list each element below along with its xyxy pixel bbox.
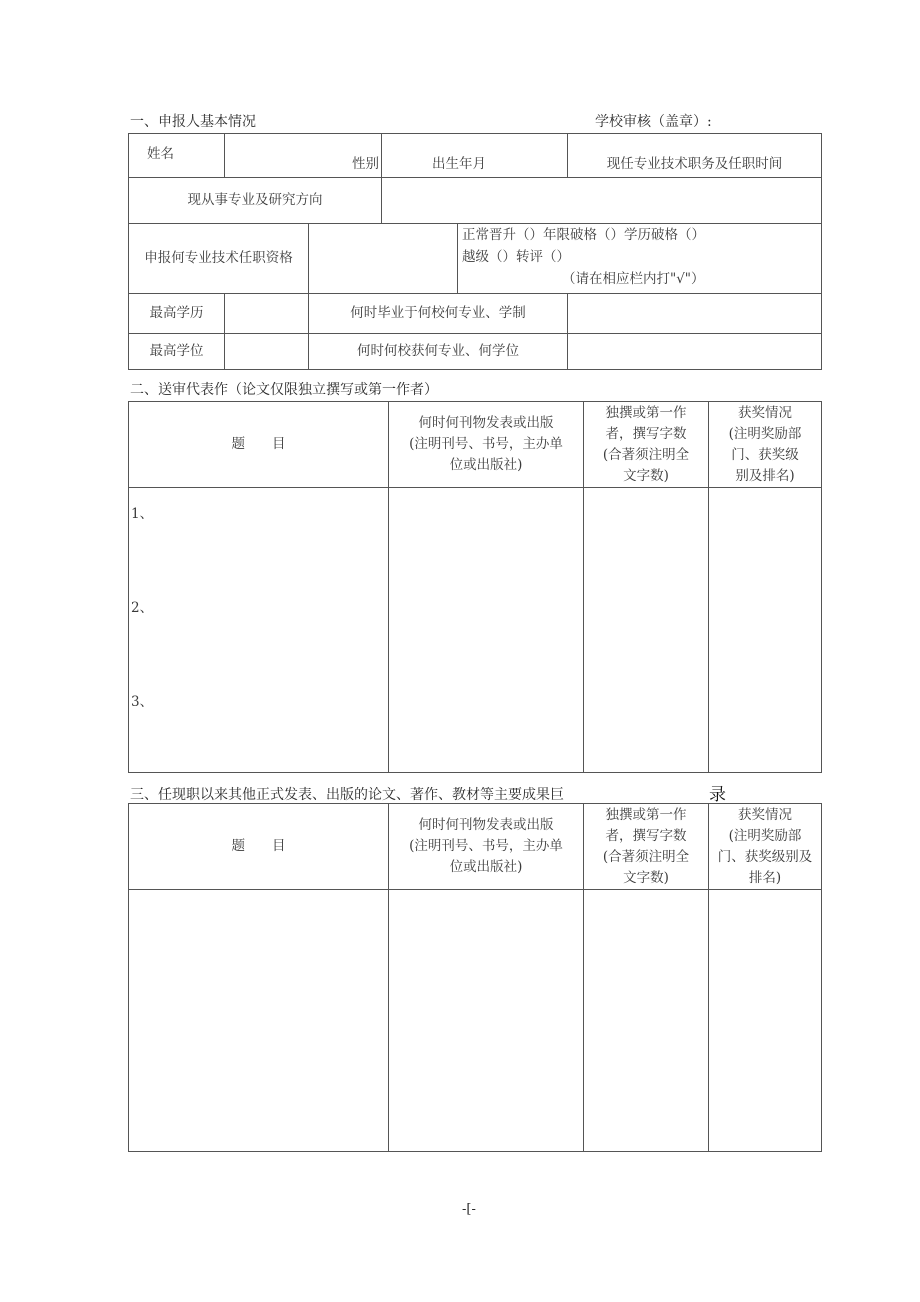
- col-award-line: (注明奖励部: [728, 827, 802, 844]
- degree-when-label: 何时何校获何专业、何学位: [309, 334, 568, 370]
- name-label: 姓名: [129, 134, 225, 178]
- col-author-line: 独撰或第一作: [605, 806, 687, 823]
- col-author-line: (合著须注明全: [602, 848, 690, 865]
- education-label: 最高学历: [129, 294, 225, 334]
- apply-qualification-label: 申报何专业技术任职资格: [129, 224, 309, 294]
- col-award-line: 门、获奖级别及: [717, 848, 813, 865]
- col-author-line: 独撰或第一作: [605, 404, 687, 421]
- other-achievements-table: [128, 803, 822, 1152]
- work-item-3-number: 3、: [131, 694, 154, 710]
- col-award-line: 别及排名): [735, 467, 795, 484]
- basic-info-table: [128, 133, 822, 370]
- research-direction-value[interactable]: [382, 178, 822, 224]
- col-author-line: 者，撰写字数: [605, 827, 687, 844]
- options-line-2: 越级（）转评（）: [462, 249, 570, 265]
- col-publication-header: [389, 402, 584, 488]
- options-line-1: 正常晋升（）年限破格（）学历破格（）: [462, 227, 705, 243]
- education-value[interactable]: [225, 294, 309, 334]
- options-note: （请在相应栏内打"√"）: [562, 271, 705, 287]
- work-item-1-number: 1、: [131, 506, 154, 522]
- col-publication-line: 位或出版社): [449, 457, 523, 473]
- achievements-author-cell[interactable]: [584, 890, 709, 1152]
- col-title-header: 题 目: [129, 804, 389, 890]
- achievements-publication-cell[interactable]: [389, 890, 584, 1152]
- col-publication-line: 何时何刊物发表或出版: [418, 415, 554, 431]
- col-award-line: 排名): [748, 869, 782, 886]
- col-award-line: 获奖情况: [738, 404, 792, 421]
- col-author-header: [584, 402, 709, 488]
- col-author-line: 文字数): [623, 467, 669, 484]
- col-title-header: 题 目: [129, 402, 389, 488]
- works-author-cell[interactable]: [584, 488, 709, 773]
- achievements-award-cell[interactable]: [709, 890, 822, 1152]
- section3-heading: 三、任现职以来其他正式发表、出版的论文、著作、教材等主要成果巨: [130, 787, 564, 803]
- graduation-value[interactable]: [568, 294, 822, 334]
- col-award-header: [709, 402, 822, 488]
- page-marker: -[-: [462, 1202, 476, 1217]
- achievements-title-cell[interactable]: [129, 890, 389, 1152]
- apply-qualification-value[interactable]: [309, 224, 458, 294]
- col-author-line: 文字数): [623, 869, 669, 886]
- audit-stamp-label: 学校审核（盖章）:: [595, 114, 712, 130]
- col-award-line: 获奖情况: [738, 806, 792, 823]
- research-direction-label: 现从事专业及研究方向: [129, 178, 382, 224]
- section3-heading-suffix: 录: [709, 785, 726, 805]
- gender-label: 性别: [225, 134, 382, 178]
- birth-label: 出生年月: [382, 134, 568, 178]
- graduation-label: 何时毕业于何校何专业、学制: [309, 294, 568, 334]
- representative-works-table: [128, 401, 822, 773]
- current-title-label: 现任专业技术职务及任职时间: [568, 134, 822, 178]
- section2-heading: 二、送审代表作（论文仅限独立撰写或第一作者）: [130, 382, 438, 398]
- col-publication-line: 位或出版社): [449, 859, 523, 875]
- degree-when-value[interactable]: [568, 334, 822, 370]
- col-publication-line: 何时何刊物发表或出版: [418, 817, 554, 833]
- work-item-2-number: 2、: [131, 600, 154, 616]
- col-publication-line: (注明刊号、书号，主办单: [409, 838, 563, 854]
- col-award-line: (注明奖励部: [728, 425, 802, 442]
- col-publication-line: (注明刊号、书号，主办单: [409, 436, 563, 452]
- works-publication-cell[interactable]: [389, 488, 584, 773]
- degree-value[interactable]: [225, 334, 309, 370]
- degree-label: 最高学位: [129, 334, 225, 370]
- col-author-header: [584, 804, 709, 890]
- col-publication-header: [389, 804, 584, 890]
- col-author-line: 者，撰写字数: [605, 425, 687, 442]
- promotion-options: [458, 224, 822, 294]
- col-author-line: (合著须注明全: [602, 446, 690, 463]
- works-award-cell[interactable]: [709, 488, 822, 773]
- section1-heading: 一、申报人基本情况: [130, 114, 256, 130]
- col-award-line: 门、获奖级: [731, 446, 799, 463]
- col-award-header: [709, 804, 822, 890]
- works-title-cell[interactable]: [129, 488, 389, 773]
